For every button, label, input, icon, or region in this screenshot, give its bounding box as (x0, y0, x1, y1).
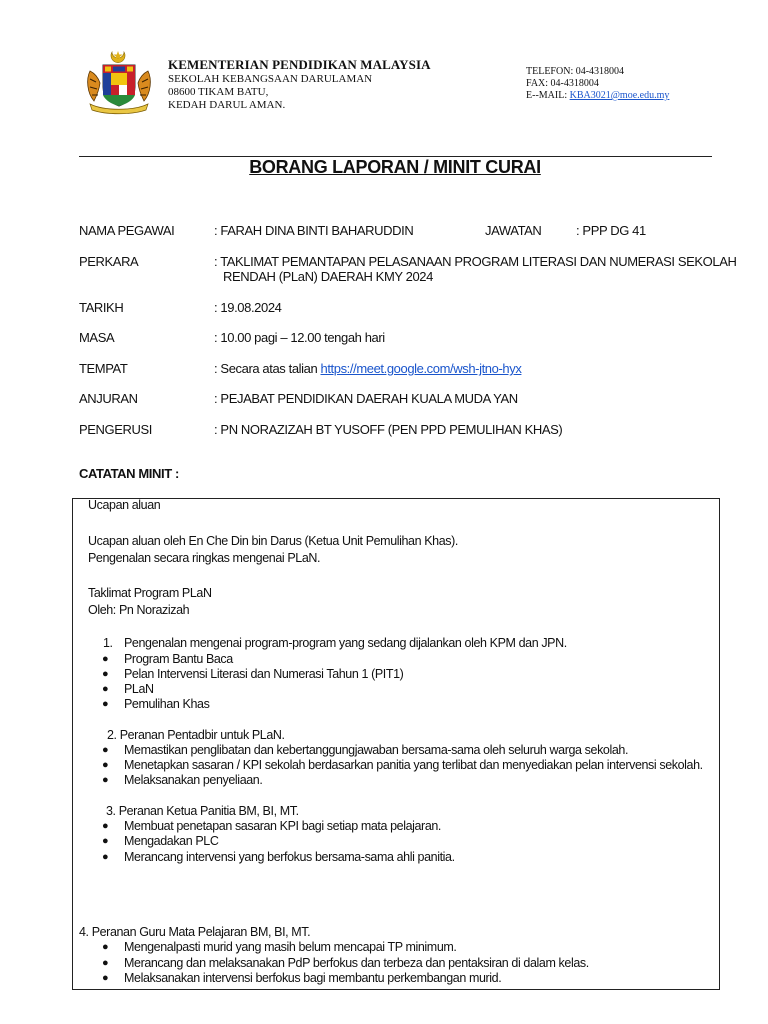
pengerusi-label: PENGERUSI (79, 422, 152, 437)
nama-pegawai-value: : FARAH DINA BINTI BAHARUDDIN (214, 223, 414, 238)
bullet-icon: ● (102, 941, 109, 953)
jawatan-value: : PPP DG 41 (576, 223, 646, 238)
ucapan-line-1: Ucapan aluan oleh En Che Din bin Darus (Ketua Unit Pemulihan Khas). (88, 534, 458, 548)
meeting-link[interactable]: https://meet.google.com/wsh-jtno-hyx (320, 361, 522, 376)
catatan-minit-heading: CATATAN MINIT : (79, 466, 179, 481)
list-item: ● Membuat penetapan sasaran KPI bagi setiap mata pelajaran. (102, 819, 442, 833)
section-1-title: Pengenalan mengenai program-program yang sedang dijalankan oleh KPM dan JPN. (124, 636, 567, 650)
bullet-icon: ● (102, 683, 109, 695)
tempat-label: TEMPAT (79, 361, 128, 376)
malaysia-coat-of-arms-logo (84, 49, 154, 115)
address-line-1: 08600 TIKAM BATU, (168, 86, 269, 98)
list-item: ● Memastikan penglibatan dan kebertanggungjawaban bersama-sama oleh seluruh warga sekolah. (102, 743, 629, 757)
taklimat-oleh: Oleh: Pn Norazizah (88, 603, 190, 617)
bullet-icon: ● (102, 972, 109, 984)
masa-value: : 10.00 pagi – 12.00 tengah hari (214, 330, 385, 345)
fax-text: FAX: 04-4318004 (526, 78, 599, 89)
section-1-number: 1. (103, 636, 113, 650)
list-item: ● Program Bantu Baca (102, 652, 233, 666)
perkara-label: PERKARA (79, 254, 139, 269)
section-2-title: 2. Peranan Pentadbir untuk PLaN. (107, 728, 285, 742)
list-item: ● PLaN (102, 682, 154, 696)
section-3-title: 3. Peranan Ketua Panitia BM, BI, MT. (106, 804, 299, 818)
email-line (526, 90, 669, 102)
bullet-icon: ● (102, 851, 109, 863)
taklimat-title: Taklimat Program PLaN (88, 586, 212, 600)
perkara-value-line-1: : TAKLIMAT PEMANTAPAN PELASANAAN PROGRAM LITERASI DAN NUMERASI SEKOLAH (214, 254, 737, 269)
tempat-value (214, 361, 521, 376)
school-address-block (168, 57, 431, 112)
list-item: ● Mengenalpasti murid yang masih belum mencapai TP minimum. (102, 940, 457, 954)
bullet-icon: ● (102, 759, 109, 771)
tarikh-value: : 19.08.2024 (214, 300, 282, 315)
bullet-icon: ● (102, 820, 109, 832)
list-item: ● Melaksanakan intervensi berfokus bagi membantu perkembangan murid. (102, 971, 502, 985)
bullet-icon: ● (102, 653, 109, 665)
nama-pegawai-label: NAMA PEGAWAI (79, 223, 175, 238)
list-item: ● Pemulihan Khas (102, 697, 210, 711)
address-line-2: KEDAH DARUL AMAN. (168, 99, 286, 111)
bullet-icon: ● (102, 668, 109, 680)
contact-block (526, 66, 669, 102)
bullet-icon: ● (102, 835, 109, 847)
bullet-icon: ● (102, 957, 109, 969)
ucapan-title: Ucapan aluan (88, 498, 161, 512)
pengerusi-value: : PN NORAZIZAH BT YUSOFF (PEN PPD PEMULIHAN KHAS) (214, 422, 563, 437)
bullet-icon: ● (102, 774, 109, 786)
bullet-icon: ● (102, 698, 109, 710)
jawatan-label: JAWATAN (485, 223, 542, 238)
email-label: E--MAIL: (526, 90, 570, 101)
anjuran-value: : PEJABAT PENDIDIKAN DAERAH KUALA MUDA YAN (214, 391, 518, 406)
perkara-value-line-2: RENDAH (PLaN) DAERAH KMY 2024 (223, 269, 433, 284)
list-item: ● Merancang dan melaksanakan PdP berfokus dan terbeza dan pentaksiran di dalam kelas. (102, 956, 589, 970)
list-item: ● Pelan Intervensi Literasi dan Numerasi Tahun 1 (PIT1) (102, 667, 404, 681)
telefon-text: TELEFON: 04-4318004 (526, 66, 625, 77)
form-title: BORANG LAPORAN / MINIT CURAI (249, 157, 541, 177)
list-item: ● Menetapkan sasaran / KPI sekolah berdasarkan panitia yang terlibat dan menyediakan pelan intervensi sekolah. (102, 758, 703, 772)
bullet-icon: ● (102, 744, 109, 756)
tarikh-label: TARIKH (79, 300, 124, 315)
list-item: ● Melaksanakan penyeliaan. (102, 773, 263, 787)
list-item: ● Merancang intervensi yang berfokus bersama-sama ahli panitia. (102, 850, 455, 864)
ucapan-line-2: Pengenalan secara ringkas mengenai PLaN. (88, 551, 321, 565)
section-4-title: 4. Peranan Guru Mata Pelajaran BM, BI, MT. (79, 925, 311, 939)
school-name: SEKOLAH KEBANGSAAN DARULAMAN (168, 73, 373, 85)
email-link[interactable]: KBA3021@moe.edu.my (569, 90, 670, 101)
ministry-name: KEMENTERIAN PENDIDIKAN MALAYSIA (168, 57, 431, 72)
tempat-prefix: : Secara atas talian (214, 361, 321, 376)
masa-label: MASA (79, 330, 115, 345)
anjuran-label: ANJURAN (79, 391, 138, 406)
list-item: ● Mengadakan PLC (102, 834, 219, 848)
